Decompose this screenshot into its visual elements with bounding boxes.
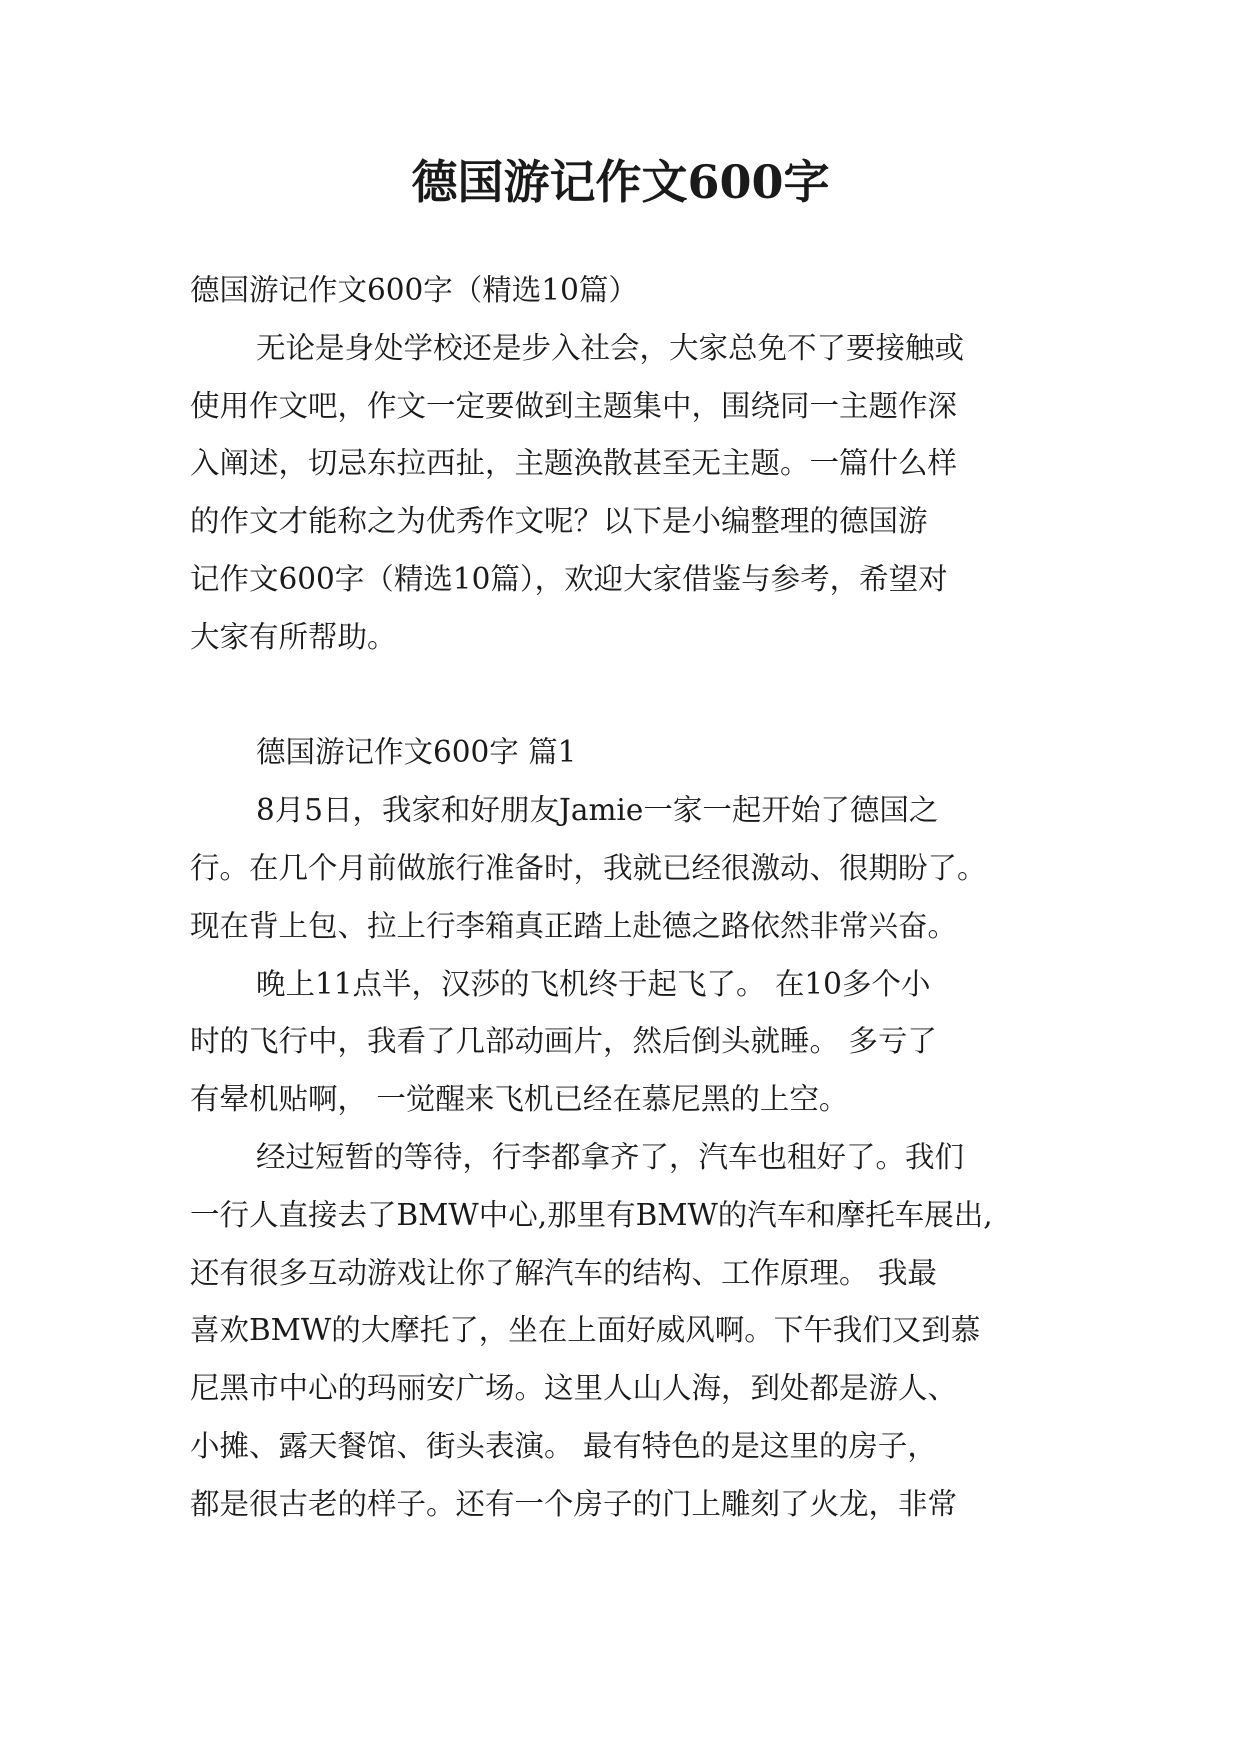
intro-paragraph xyxy=(190,320,1070,667)
text-line: 有晕机贴啊， 一觉醒来飞机已经在慕尼黑的上空。 xyxy=(190,1082,849,1117)
text-line: 晚上11点半，汉莎的飞机终于起飞了。 在10多个小 xyxy=(256,966,931,1001)
text-line: 大家有所帮助。 xyxy=(190,619,397,654)
paragraph-3 xyxy=(190,1129,1070,1534)
section-heading: 德国游记作文600字 篇1 xyxy=(256,735,577,770)
text-line: 的作文才能称之为优秀作文呢？以下是小编整理的德国游 xyxy=(190,504,928,539)
document-body xyxy=(190,262,1070,1534)
text-line: 使用作文吧，作文一定要做到主题集中，围绕同一主题作深 xyxy=(190,388,958,423)
paragraph-1 xyxy=(190,782,1070,955)
text-line: 小摊、露天餐馆、街头表演。 最有特色的是这里的房子， xyxy=(190,1428,937,1463)
text-line: 经过短暂的等待，行李都拿齐了，汽车也租好了。我们 xyxy=(256,1139,965,1174)
text-line: 时的飞行中，我看了几部动画片，然后倒头就睡。 多亏了 xyxy=(190,1024,937,1059)
document-title: 德国游记作文600字 xyxy=(411,155,830,209)
text-line: 行。在几个月前做旅行准备时，我就已经很激动、很期盼了。 xyxy=(190,850,987,885)
text-line: 还有很多互动游戏让你了解汽车的结构、工作原理。 我最 xyxy=(190,1255,937,1290)
text-line: 入阐述，切忌东拉西扯，主题涣散甚至无主题。一篇什么样 xyxy=(190,446,958,481)
text-line: 无论是身处学校还是步入社会，大家总免不了要接触或 xyxy=(256,330,965,365)
text-line: 记作文600字（精选10篇），欢迎大家借鉴与参考，希望对 xyxy=(190,561,948,596)
text-line: 现在背上包、拉上行李箱真正踏上赴德之路依然非常兴奋。 xyxy=(190,908,958,943)
document-subtitle: 德国游记作文600字（精选10篇） xyxy=(190,273,638,307)
paragraph-2 xyxy=(190,956,1070,1129)
text-line: 尼黑市中心的玛丽安广场。这里人山人海，到处都是游人、 xyxy=(190,1371,958,1406)
text-line: 喜欢BMW的大摩托了，坐在上面好威风啊。下午我们又到慕 xyxy=(190,1313,981,1348)
paragraph-gap xyxy=(190,667,1070,725)
text-line: 8月5日，我家和好朋友Jamie一家一起开始了德国之 xyxy=(256,793,939,828)
text-line: 一行人直接去了BMW中心,那里有BMW的汽车和摩托车展出, xyxy=(190,1197,993,1232)
text-line: 都是很古老的样子。还有一个房子的门上雕刻了火龙，非常 xyxy=(190,1486,958,1521)
